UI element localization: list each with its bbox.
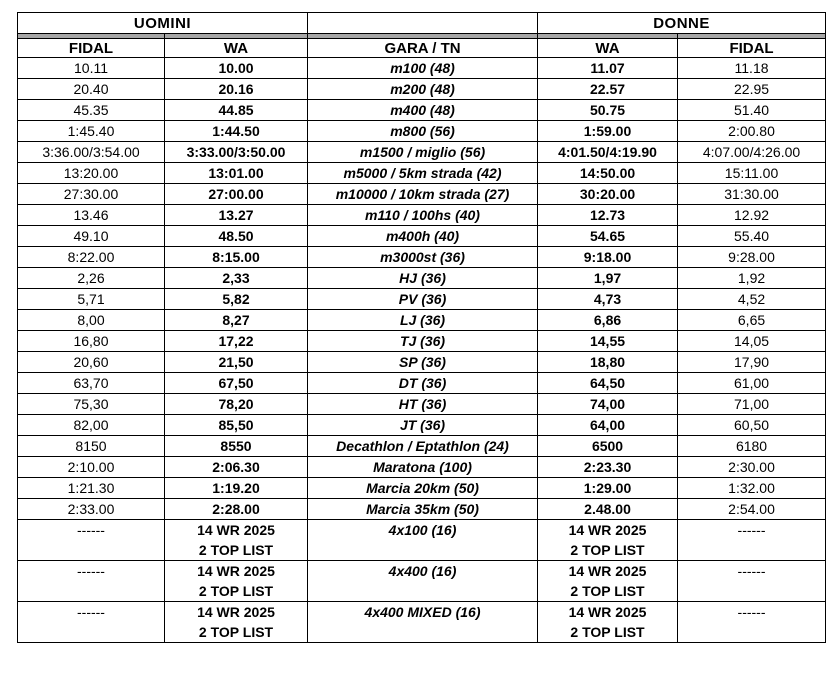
event-cell: PV (36) bbox=[308, 289, 538, 310]
fidal-women-cell: 61,00 bbox=[678, 373, 826, 394]
women-header: DONNE bbox=[538, 13, 826, 34]
wa-men-line-1: 14 WR 2025 bbox=[197, 563, 275, 579]
wa-men-cell: 48.50 bbox=[165, 226, 308, 247]
wa-men-line-2: 2 TOP LIST bbox=[198, 624, 274, 640]
wa-women-cell: 6500 bbox=[538, 436, 678, 457]
fidal-men-cell: 16,80 bbox=[18, 331, 165, 352]
col-fidal-women: FIDAL bbox=[678, 39, 826, 58]
wa-men-line-1: 14 WR 2025 bbox=[197, 522, 275, 538]
wa-women-cell: 14:50.00 bbox=[538, 163, 678, 184]
table-row bbox=[18, 163, 826, 184]
wa-men-cell: 13.27 bbox=[165, 205, 308, 226]
wa-women-cell: 1:59.00 bbox=[538, 121, 678, 142]
fidal-men-cell: 75,30 bbox=[18, 394, 165, 415]
event-cell: m110 / 100hs (40) bbox=[308, 205, 538, 226]
fidal-men-cell: 1:45.40 bbox=[18, 121, 165, 142]
fidal-men-cell: 5,71 bbox=[18, 289, 165, 310]
wa-men-cell bbox=[165, 602, 308, 643]
wa-women-cell: 1,97 bbox=[538, 268, 678, 289]
wa-women-line-2: 2 TOP LIST bbox=[570, 583, 645, 599]
wa-men-cell: 17,22 bbox=[165, 331, 308, 352]
fidal-men-cell: 8:22.00 bbox=[18, 247, 165, 268]
event-cell: m400h (40) bbox=[308, 226, 538, 247]
wa-men-cell: 2:28.00 bbox=[165, 499, 308, 520]
wa-men-cell: 8,27 bbox=[165, 310, 308, 331]
wa-women-cell: 74,00 bbox=[538, 394, 678, 415]
fidal-women-cell: 22.95 bbox=[678, 79, 826, 100]
table-row bbox=[18, 100, 826, 121]
event-cell: SP (36) bbox=[308, 352, 538, 373]
wa-women-cell: 6,86 bbox=[538, 310, 678, 331]
wa-men-cell: 1:44.50 bbox=[165, 121, 308, 142]
wa-women-line-1: 14 WR 2025 bbox=[568, 604, 647, 620]
fidal-women-cell: 2:30.00 bbox=[678, 457, 826, 478]
fidal-men-cell: 2,26 bbox=[18, 268, 165, 289]
table-row bbox=[18, 352, 826, 373]
wa-women-cell: 30:20.00 bbox=[538, 184, 678, 205]
wa-men-cell: 3:33.00/3:50.00 bbox=[165, 142, 308, 163]
fidal-women-cell: 1:32.00 bbox=[678, 478, 826, 499]
wa-women-line-1: 14 WR 2025 bbox=[568, 563, 647, 579]
table-row bbox=[18, 415, 826, 436]
fidal-women-cell: 12.92 bbox=[678, 205, 826, 226]
wa-women-line-2: 2 TOP LIST bbox=[570, 624, 645, 640]
wa-men-cell: 85,50 bbox=[165, 415, 308, 436]
wa-men-cell: 67,50 bbox=[165, 373, 308, 394]
fidal-women-cell: 51.40 bbox=[678, 100, 826, 121]
event-cell: DT (36) bbox=[308, 373, 538, 394]
fidal-women-cell: ------ bbox=[678, 520, 826, 561]
wa-men-cell: 27:00.00 bbox=[165, 184, 308, 205]
wa-women-cell: 9:18.00 bbox=[538, 247, 678, 268]
wa-women-cell bbox=[538, 520, 678, 561]
event-cell: m100 (48) bbox=[308, 58, 538, 79]
relay-row bbox=[18, 602, 826, 643]
wa-men-cell: 2,33 bbox=[165, 268, 308, 289]
wa-men-cell: 44.85 bbox=[165, 100, 308, 121]
wa-women-cell: 11.07 bbox=[538, 58, 678, 79]
gender-header-row bbox=[18, 13, 826, 34]
fidal-women-cell: 11.18 bbox=[678, 58, 826, 79]
event-cell: Maratona (100) bbox=[308, 457, 538, 478]
fidal-men-cell: 3:36.00/3:54.00 bbox=[18, 142, 165, 163]
fidal-men-cell: 13.46 bbox=[18, 205, 165, 226]
fidal-women-cell: 14,05 bbox=[678, 331, 826, 352]
fidal-women-cell: 60,50 bbox=[678, 415, 826, 436]
table-row bbox=[18, 478, 826, 499]
table-row bbox=[18, 436, 826, 457]
fidal-men-cell: 20.40 bbox=[18, 79, 165, 100]
event-cell: m400 (48) bbox=[308, 100, 538, 121]
table-row bbox=[18, 247, 826, 268]
event-cell: TJ (36) bbox=[308, 331, 538, 352]
wa-women-cell: 18,80 bbox=[538, 352, 678, 373]
table-row bbox=[18, 499, 826, 520]
wa-men-cell bbox=[165, 561, 308, 602]
wa-women-cell: 1:29.00 bbox=[538, 478, 678, 499]
wa-women-cell: 12.73 bbox=[538, 205, 678, 226]
table-row bbox=[18, 79, 826, 100]
fidal-women-cell: 6180 bbox=[678, 436, 826, 457]
event-cell: Marcia 20km (50) bbox=[308, 478, 538, 499]
event-cell: 4x400 (16) bbox=[308, 561, 538, 602]
fidal-men-cell: 49.10 bbox=[18, 226, 165, 247]
fidal-men-cell: 82,00 bbox=[18, 415, 165, 436]
fidal-women-cell: 4,52 bbox=[678, 289, 826, 310]
table-row bbox=[18, 226, 826, 247]
fidal-women-cell: 2:54.00 bbox=[678, 499, 826, 520]
event-cell: HT (36) bbox=[308, 394, 538, 415]
fidal-men-cell: 13:20.00 bbox=[18, 163, 165, 184]
wa-women-cell: 4,73 bbox=[538, 289, 678, 310]
column-header-row bbox=[18, 39, 826, 58]
wa-women-cell: 4:01.50/4:19.90 bbox=[538, 142, 678, 163]
table-row bbox=[18, 289, 826, 310]
col-wa-men: WA bbox=[165, 39, 308, 58]
col-fidal-men: FIDAL bbox=[18, 39, 165, 58]
wa-men-line-1: 14 WR 2025 bbox=[197, 604, 275, 620]
wa-women-cell: 64,50 bbox=[538, 373, 678, 394]
wa-women-cell: 64,00 bbox=[538, 415, 678, 436]
fidal-men-cell: 2:10.00 bbox=[18, 457, 165, 478]
wa-women-cell: 22.57 bbox=[538, 79, 678, 100]
wa-men-cell: 2:06.30 bbox=[165, 457, 308, 478]
fidal-men-cell: 10.11 bbox=[18, 58, 165, 79]
event-cell: m5000 / 5km strada (42) bbox=[308, 163, 538, 184]
wa-men-cell: 5,82 bbox=[165, 289, 308, 310]
table-row bbox=[18, 394, 826, 415]
wa-men-line-2: 2 TOP LIST bbox=[198, 542, 274, 558]
table-row bbox=[18, 457, 826, 478]
wa-men-cell: 13:01.00 bbox=[165, 163, 308, 184]
table-row bbox=[18, 310, 826, 331]
fidal-men-cell: ------ bbox=[18, 520, 165, 561]
fidal-women-cell: ------ bbox=[678, 561, 826, 602]
blank-header-cell bbox=[308, 13, 538, 34]
wa-men-cell: 8:15.00 bbox=[165, 247, 308, 268]
fidal-men-cell: 63,70 bbox=[18, 373, 165, 394]
wa-women-cell: 2.48.00 bbox=[538, 499, 678, 520]
fidal-men-cell: 8150 bbox=[18, 436, 165, 457]
event-cell: m800 (56) bbox=[308, 121, 538, 142]
wa-women-cell bbox=[538, 561, 678, 602]
fidal-women-cell: 4:07.00/4:26.00 bbox=[678, 142, 826, 163]
fidal-men-cell: 45.35 bbox=[18, 100, 165, 121]
event-cell: LJ (36) bbox=[308, 310, 538, 331]
table-row bbox=[18, 205, 826, 226]
wa-women-line-1: 14 WR 2025 bbox=[568, 522, 647, 538]
wa-women-line-2: 2 TOP LIST bbox=[570, 542, 645, 558]
table-row bbox=[18, 331, 826, 352]
fidal-men-cell: 20,60 bbox=[18, 352, 165, 373]
event-cell: m200 (48) bbox=[308, 79, 538, 100]
wa-men-cell: 1:19.20 bbox=[165, 478, 308, 499]
event-cell: m3000st (36) bbox=[308, 247, 538, 268]
wa-women-cell: 14,55 bbox=[538, 331, 678, 352]
table-row bbox=[18, 142, 826, 163]
event-cell: HJ (36) bbox=[308, 268, 538, 289]
event-cell: m1500 / miglio (56) bbox=[308, 142, 538, 163]
wa-men-cell: 78,20 bbox=[165, 394, 308, 415]
fidal-women-cell: 15:11.00 bbox=[678, 163, 826, 184]
fidal-women-cell: 9:28.00 bbox=[678, 247, 826, 268]
wa-women-cell: 2:23.30 bbox=[538, 457, 678, 478]
event-cell: m10000 / 10km strada (27) bbox=[308, 184, 538, 205]
fidal-men-cell: ------ bbox=[18, 602, 165, 643]
fidal-women-cell: ------ bbox=[678, 602, 826, 643]
col-wa-women: WA bbox=[538, 39, 678, 58]
table-row bbox=[18, 268, 826, 289]
wa-men-cell: 20.16 bbox=[165, 79, 308, 100]
fidal-women-cell: 31:30.00 bbox=[678, 184, 826, 205]
event-cell: JT (36) bbox=[308, 415, 538, 436]
table-row bbox=[18, 58, 826, 79]
fidal-men-cell: 1:21.30 bbox=[18, 478, 165, 499]
fidal-women-cell: 55.40 bbox=[678, 226, 826, 247]
wa-women-cell: 54.65 bbox=[538, 226, 678, 247]
table-row bbox=[18, 373, 826, 394]
fidal-women-cell: 1,92 bbox=[678, 268, 826, 289]
wa-men-line-2: 2 TOP LIST bbox=[198, 583, 274, 599]
event-cell: 4x400 MIXED (16) bbox=[308, 602, 538, 643]
wa-men-cell: 8550 bbox=[165, 436, 308, 457]
men-header: UOMINI bbox=[18, 13, 308, 34]
fidal-men-cell: 27:30.00 bbox=[18, 184, 165, 205]
table-row bbox=[18, 121, 826, 142]
fidal-women-cell: 6,65 bbox=[678, 310, 826, 331]
fidal-men-cell: 2:33.00 bbox=[18, 499, 165, 520]
wa-women-cell bbox=[538, 602, 678, 643]
fidal-men-cell: ------ bbox=[18, 561, 165, 602]
wa-men-cell: 21,50 bbox=[165, 352, 308, 373]
relay-row bbox=[18, 520, 826, 561]
fidal-women-cell: 17,90 bbox=[678, 352, 826, 373]
fidal-men-cell: 8,00 bbox=[18, 310, 165, 331]
fidal-women-cell: 71,00 bbox=[678, 394, 826, 415]
wa-men-cell: 10.00 bbox=[165, 58, 308, 79]
event-cell: Decathlon / Eptathlon (24) bbox=[308, 436, 538, 457]
relay-row bbox=[18, 561, 826, 602]
fidal-women-cell: 2:00.80 bbox=[678, 121, 826, 142]
event-cell: 4x100 (16) bbox=[308, 520, 538, 561]
wa-men-cell bbox=[165, 520, 308, 561]
event-cell: Marcia 35km (50) bbox=[308, 499, 538, 520]
table-row bbox=[18, 184, 826, 205]
col-event: GARA / TN bbox=[308, 39, 538, 58]
wa-women-cell: 50.75 bbox=[538, 100, 678, 121]
qualification-standards-table bbox=[17, 12, 826, 643]
